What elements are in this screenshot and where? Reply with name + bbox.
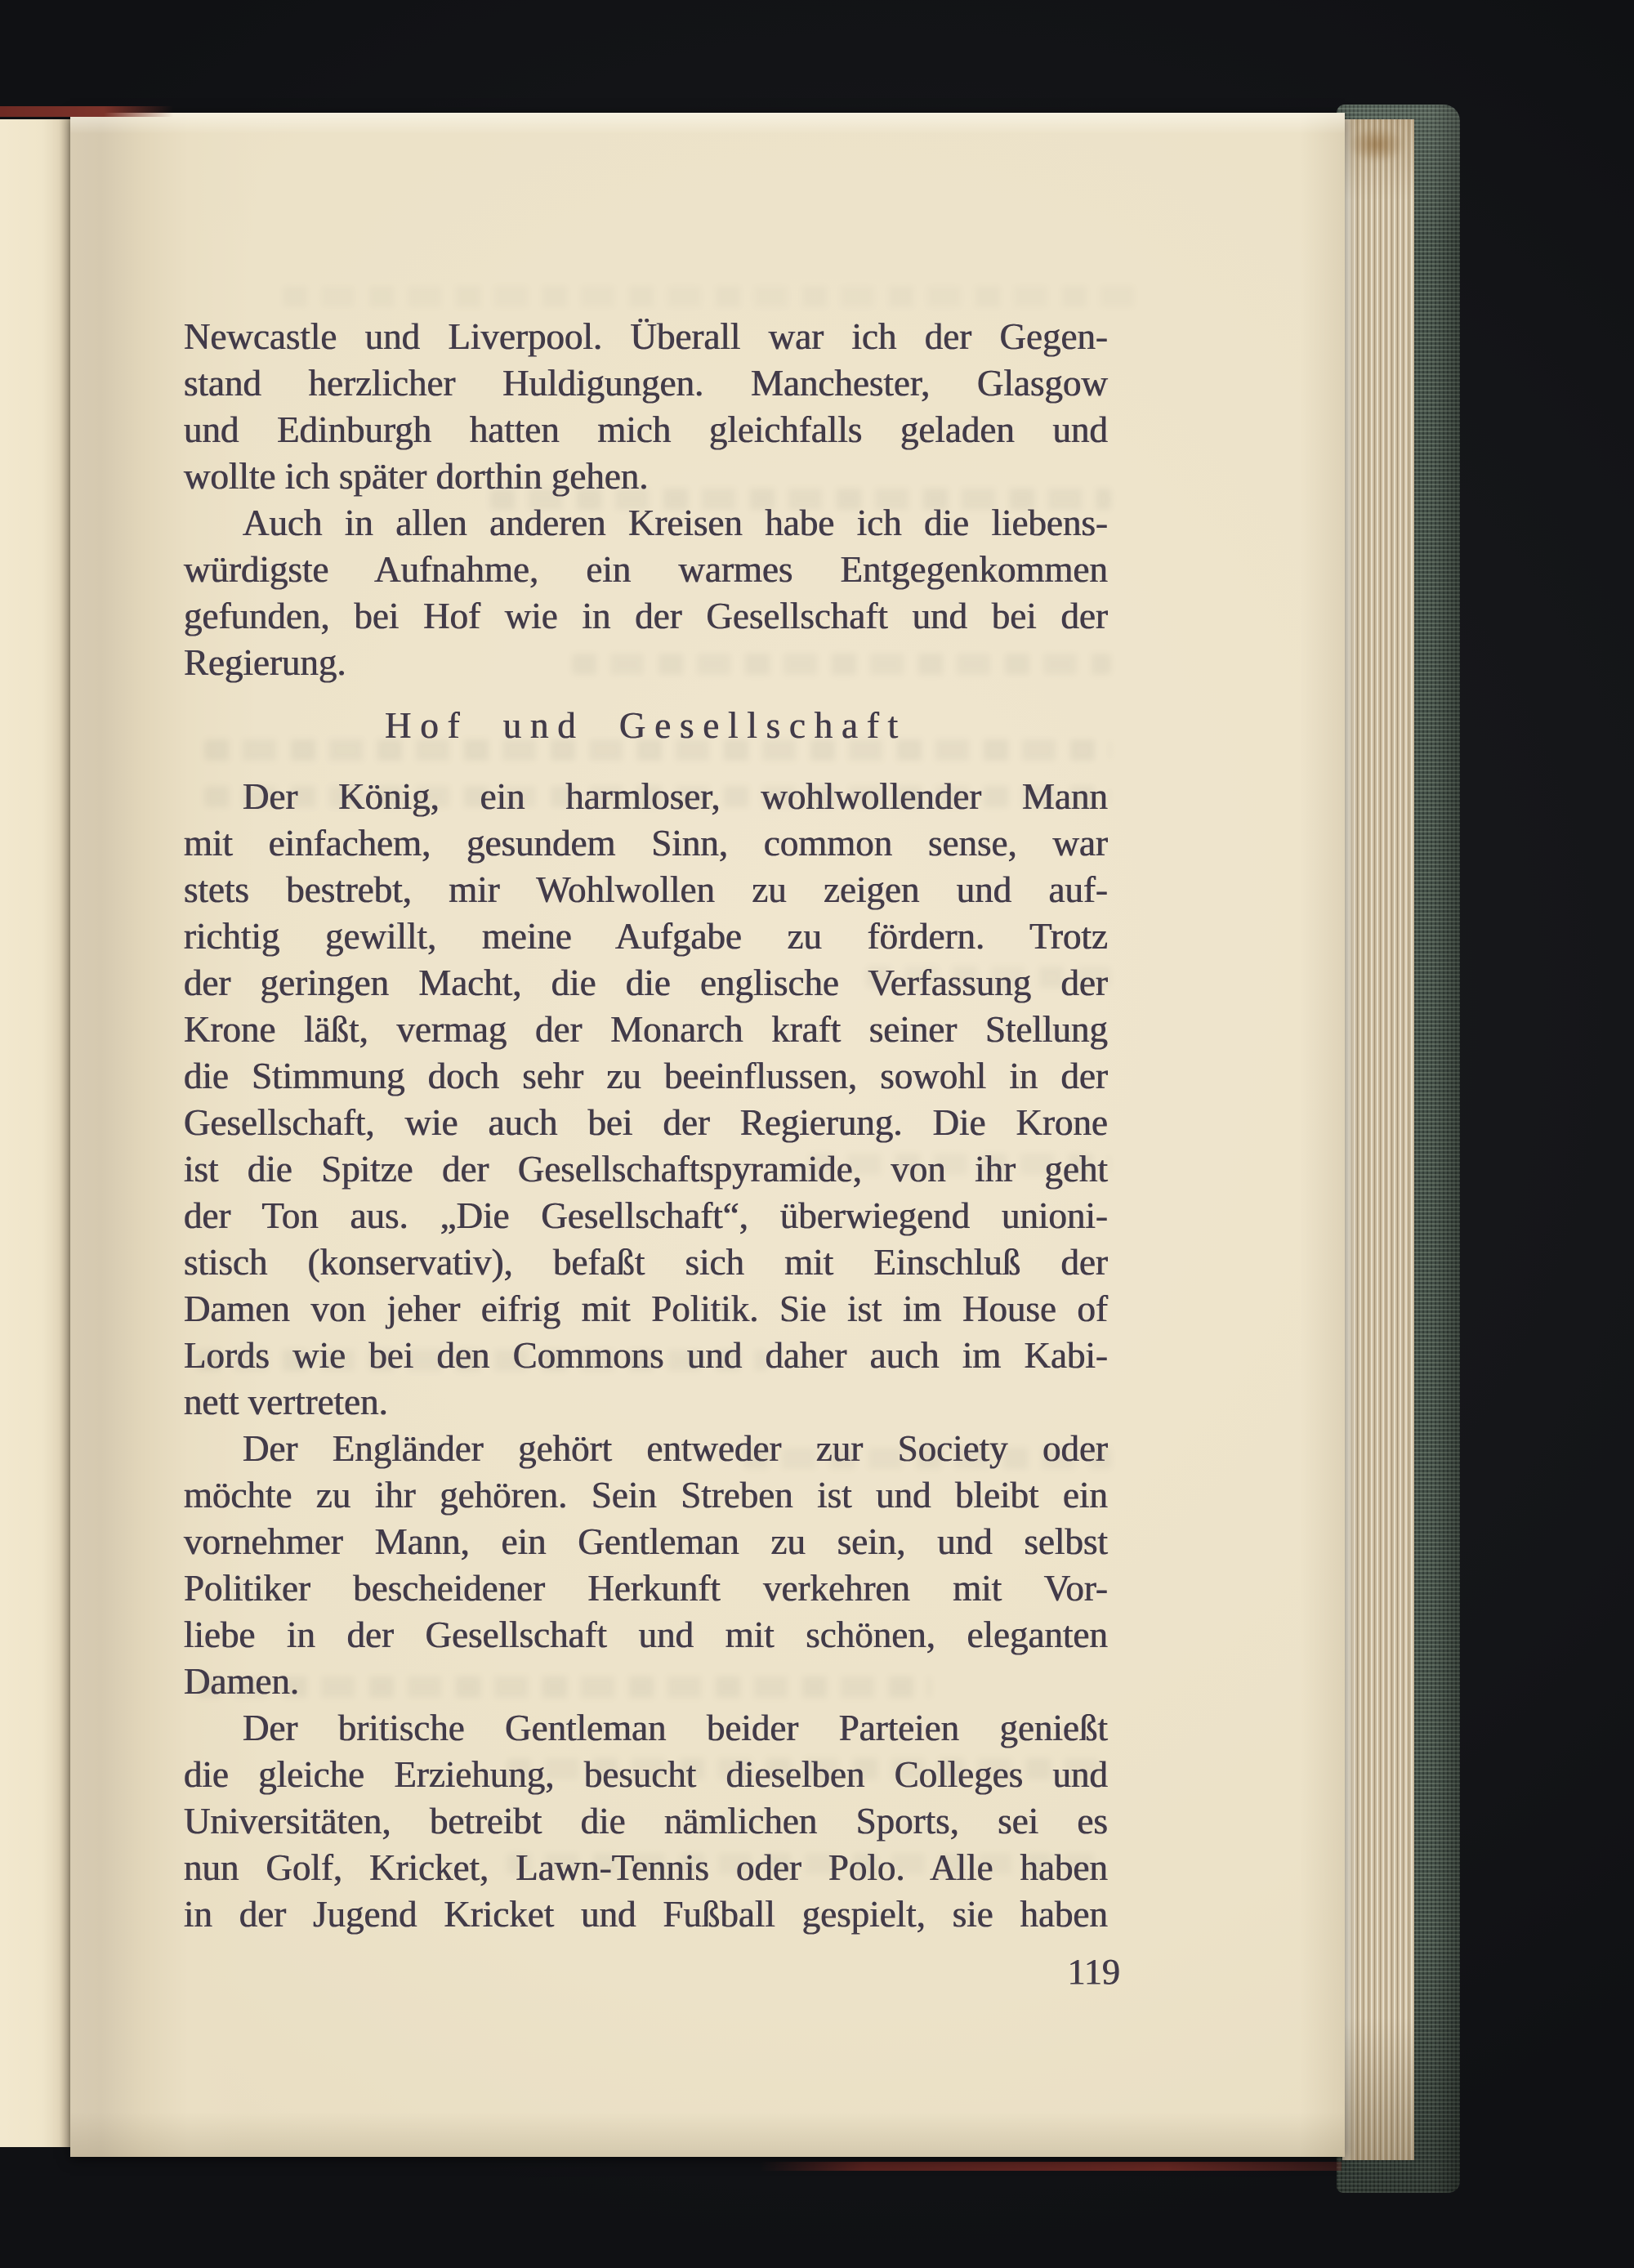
body-text-line: gefunden, bei Hof wie in der Gesellschaft und bei der [184,596,1108,636]
cover-board-red-edge-bottom [760,2162,1342,2171]
body-text-line: in der Jugend Kricket und Fußball gespielt, sie haben [184,1894,1108,1935]
facing-page-sliver [0,119,73,2147]
text-block [184,314,1108,1938]
body-text-line: wollte ich später dorthin gehen. [184,456,649,497]
body-text-line: Auch in allen anderen Kreisen habe ich die liebens- [243,502,1108,543]
body-text-line: die Stimmung doch sehr zu beeinflussen, sowohl in der [184,1056,1108,1096]
body-text-line: Newcastle und Liverpool. Überall war ich der Gegen- [184,316,1108,357]
body-text-line: Universitäten, betreibt die nämlichen Sports, sei es [184,1801,1108,1842]
ink-bleed-through [283,286,1141,307]
body-text-line: der geringen Macht, die die englische Verfassung der [184,962,1108,1003]
body-text-line: Der König, ein harmloser, wohlwollender Mann [243,776,1108,817]
body-text-line: der Ton aus. „Die Gesellschaft“, überwiegend unioni- [184,1195,1108,1236]
body-text-line: Der Engländer gehört entweder zur Society oder [243,1428,1108,1469]
body-text-line: die gleiche Erziehung, besucht dieselben Colleges und [184,1754,1108,1795]
page-number: 119 [1067,1952,1120,1992]
fore-edge-stain [1339,121,1414,168]
body-text-line: Damen von jeher eifrig mit Politik. Sie ist im House of [184,1288,1108,1329]
body-text-line: und Edinburgh hatten mich gleichfalls geladen und [184,409,1108,450]
body-text-line: Lords wie bei den Commons und daher auch im Kabi- [184,1335,1108,1376]
body-text-line: stand herzlicher Huldigungen. Manchester, Glasgow [184,363,1108,404]
body-text-line: Krone läßt, vermag der Monarch kraft seiner Stellung [184,1009,1108,1050]
body-text-line: Gesellschaft, wie auch bei der Regierung. Die Krone [184,1102,1108,1143]
body-text-line: stets bestrebt, mir Wohlwollen zu zeigen und auf- [184,869,1108,910]
body-text-line: Damen. [184,1661,300,1702]
page-stack-fore-edge [1342,119,1414,2160]
body-text-line: ist die Spitze der Gesellschaftspyramide, von ihr geht [184,1149,1108,1190]
body-text-line: stisch (konservativ), befaßt sich mit Einschluß der [184,1242,1108,1283]
body-text-line: Regierung. [184,642,346,683]
body-text-line: mit einfachem, gesundem Sinn, common sense, war [184,823,1108,864]
body-text-line: Politiker bescheidener Herkunft verkehren mit Vor- [184,1568,1108,1609]
body-text-line: richtig gewillt, meine Aufgabe zu fördern. Trotz [184,916,1108,957]
section-heading: Hof und Gesellschaft [385,705,907,746]
book-page [70,113,1345,2157]
body-text-line: vornehmer Mann, ein Gentleman zu sein, und selbst [184,1521,1108,1562]
body-text-line: liebe in der Gesellschaft und mit schönen, eleganten [184,1614,1108,1655]
cover-board-red-edge-top [0,106,173,117]
body-text-line: nun Golf, Kricket, Lawn-Tennis oder Polo. Alle haben [184,1847,1108,1888]
body-text-line: würdigste Aufnahme, ein warmes Entgegenkommen [184,549,1108,590]
body-text-line: Der britische Gentleman beider Parteien genießt [243,1708,1108,1748]
body-text-line: nett vertreten. [184,1382,388,1422]
body-text-line: möchte zu ihr gehören. Sein Streben ist und bleibt ein [184,1475,1108,1516]
